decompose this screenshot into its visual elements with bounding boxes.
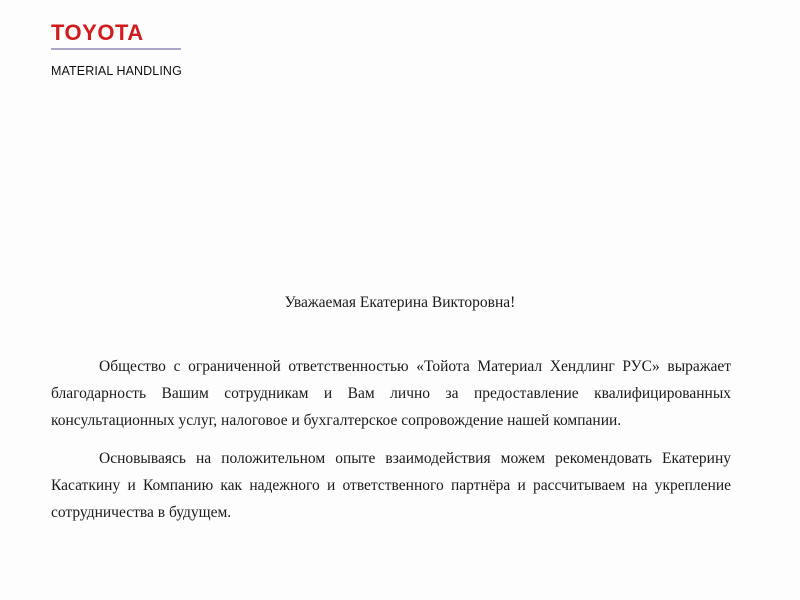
division-name: MATERIAL HANDLING (51, 64, 182, 78)
letter-body (51, 353, 731, 537)
salutation: Уважаемая Екатерина Викторовна! (284, 294, 516, 311)
body-paragraph: Общество с ограниченной ответственностью «Тойота Материал Хендлинг РУС» выражает благодарность Вашим сотрудникам и Вам лично за предоставление квалифицированных консультационных услуг, налоговое и бухгалтерское сопровождение нашей компании. (51, 358, 731, 429)
toyota-logo: TOYOTA (51, 20, 144, 45)
logo-divider (51, 48, 181, 50)
body-paragraph: Основываясь на положительном опыте взаимодействия можем рекомендовать Екатерину Касаткину и Компанию как надежного и ответственного партнёра и рассчитываем на укрепление сотрудничества в будущем. (51, 450, 731, 521)
